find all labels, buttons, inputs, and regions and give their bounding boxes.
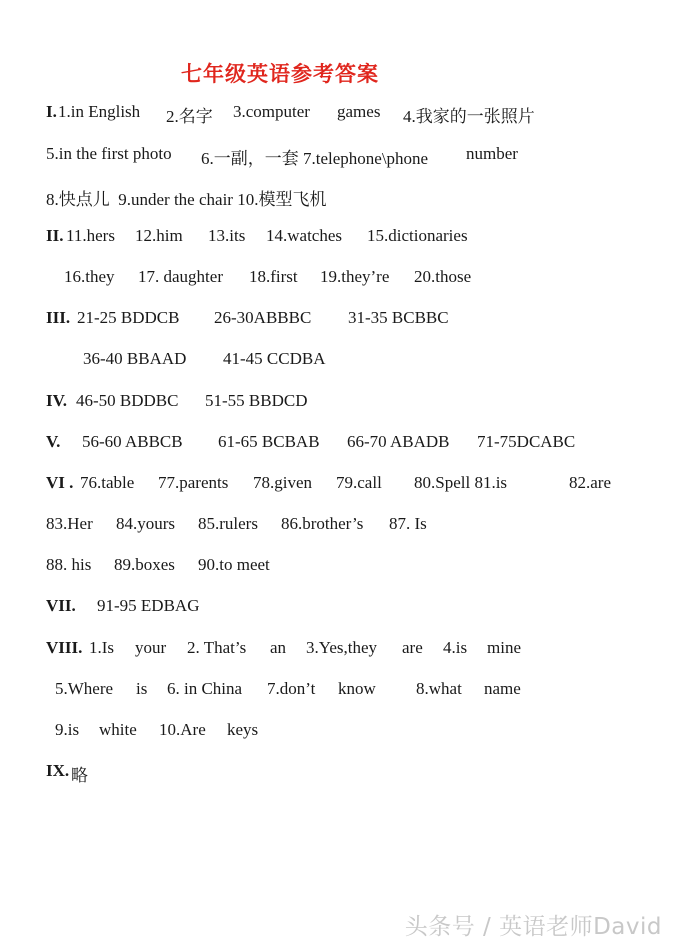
section-label: VIII. xyxy=(46,638,83,657)
answer-text: name xyxy=(484,679,521,698)
answer-text: 5.in the first photo xyxy=(46,144,172,163)
answer-text: 6. in China xyxy=(167,679,243,698)
answer-text: 51-55 BBDCD xyxy=(205,391,308,410)
answer-text: 7.don’t xyxy=(267,679,316,698)
answer-line xyxy=(0,102,678,128)
answer-text: 13.its xyxy=(208,226,246,245)
answer-text: 8.快点儿 9.under the chair 10.模型飞机 xyxy=(46,190,327,209)
answer-text: 略 xyxy=(71,766,88,785)
answer-line xyxy=(0,761,678,787)
section-label: V. xyxy=(46,432,61,451)
answer-line xyxy=(0,473,678,499)
answer-text: 4.我家的一张照片 xyxy=(403,107,535,126)
answer-text: 79.call xyxy=(336,473,382,492)
answer-text: 61-65 BCBAB xyxy=(218,432,320,451)
answer-line xyxy=(0,555,678,581)
answer-text: 77.parents xyxy=(158,473,229,492)
answer-text: 76.table xyxy=(80,473,135,492)
answer-text: 56-60 ABBCB xyxy=(82,432,183,451)
answer-text: 82.are xyxy=(569,473,612,492)
answer-text: your xyxy=(135,638,167,657)
answer-text: 11.hers xyxy=(66,226,115,245)
answer-text: mine xyxy=(487,638,521,657)
answer-text: white xyxy=(99,720,137,739)
answer-text: 90.to meet xyxy=(198,555,270,574)
answer-text: 78.given xyxy=(253,473,313,492)
answer-line xyxy=(0,391,678,417)
answer-line xyxy=(0,226,678,252)
answer-line xyxy=(0,596,678,622)
answer-text: 14.watches xyxy=(266,226,343,245)
answer-text: 6.一副，一套 7.telephone\phone xyxy=(201,149,429,168)
answer-text: 2. That’s xyxy=(187,638,247,657)
section-label: I. xyxy=(46,102,57,121)
answer-text: is xyxy=(136,679,148,698)
answer-line xyxy=(0,638,678,664)
answer-text: games xyxy=(337,102,381,121)
answer-text: number xyxy=(466,144,518,163)
answer-text: 46-50 BDDBC xyxy=(76,391,179,410)
answer-text: 80.Spell 81.is xyxy=(414,473,508,492)
answer-text: 2.名字 xyxy=(166,107,213,126)
answer-text: 12.him xyxy=(135,226,183,245)
answer-line xyxy=(0,514,678,540)
answer-text: 87. Is xyxy=(389,514,427,533)
answer-text: 21-25 BDDCB xyxy=(77,308,180,327)
answer-text: 83.Her xyxy=(46,514,93,533)
section-label: IX. xyxy=(46,761,70,780)
answer-line xyxy=(0,144,678,170)
answer-line xyxy=(0,720,678,746)
answer-line xyxy=(0,267,678,293)
answer-text: 86.brother’s xyxy=(281,514,364,533)
section-label: IV. xyxy=(46,391,67,410)
watermark: 头条号 / 英语老师David xyxy=(404,914,662,940)
answer-line xyxy=(0,349,678,375)
section-label: III. xyxy=(46,308,71,327)
answer-text: 20.those xyxy=(414,267,472,286)
page-title: 七年级英语参考答案 xyxy=(181,62,379,86)
answer-text: are xyxy=(402,638,423,657)
answer-text: 19.they’re xyxy=(320,267,390,286)
answer-text: keys xyxy=(227,720,259,739)
answer-text: 17. daughter xyxy=(138,267,223,286)
section-label: II. xyxy=(46,226,64,245)
answer-line xyxy=(0,679,678,705)
answer-text: know xyxy=(338,679,376,698)
answer-text: 41-45 CCDBA xyxy=(223,349,326,368)
section-label: VI . xyxy=(46,473,74,492)
answer-text: 84.yours xyxy=(116,514,176,533)
answer-text: 9.is xyxy=(55,720,80,739)
answer-text: 31-35 BCBBC xyxy=(348,308,449,327)
answer-text: 89.boxes xyxy=(114,555,175,574)
answer-text: 18.first xyxy=(249,267,298,286)
answer-text: 26-30ABBBC xyxy=(214,308,312,327)
answer-line xyxy=(0,185,678,211)
answer-line xyxy=(0,308,678,334)
answer-text: 4.is xyxy=(443,638,468,657)
answer-text: 8.what xyxy=(416,679,462,698)
answer-text: 16.they xyxy=(64,267,115,286)
answer-text: 1.Is xyxy=(89,638,115,657)
answer-line xyxy=(0,432,678,458)
answer-text: 5.Where xyxy=(55,679,114,698)
answer-text: 3.Yes,they xyxy=(306,638,378,657)
answer-text: 66-70 ABADB xyxy=(347,432,450,451)
answer-text: 3.computer xyxy=(233,102,310,121)
answer-text: 10.Are xyxy=(159,720,206,739)
answer-text: 91-95 EDBAG xyxy=(97,596,200,615)
answer-text: 1.in English xyxy=(58,102,141,121)
answer-text: 88. his xyxy=(46,555,92,574)
answer-text: 36-40 BBAAD xyxy=(83,349,187,368)
answer-text: 85.rulers xyxy=(198,514,258,533)
answer-text: an xyxy=(270,638,287,657)
answer-text: 71-75DCABC xyxy=(477,432,576,451)
answer-text: 15.dictionaries xyxy=(367,226,468,245)
section-label: VII. xyxy=(46,596,76,615)
